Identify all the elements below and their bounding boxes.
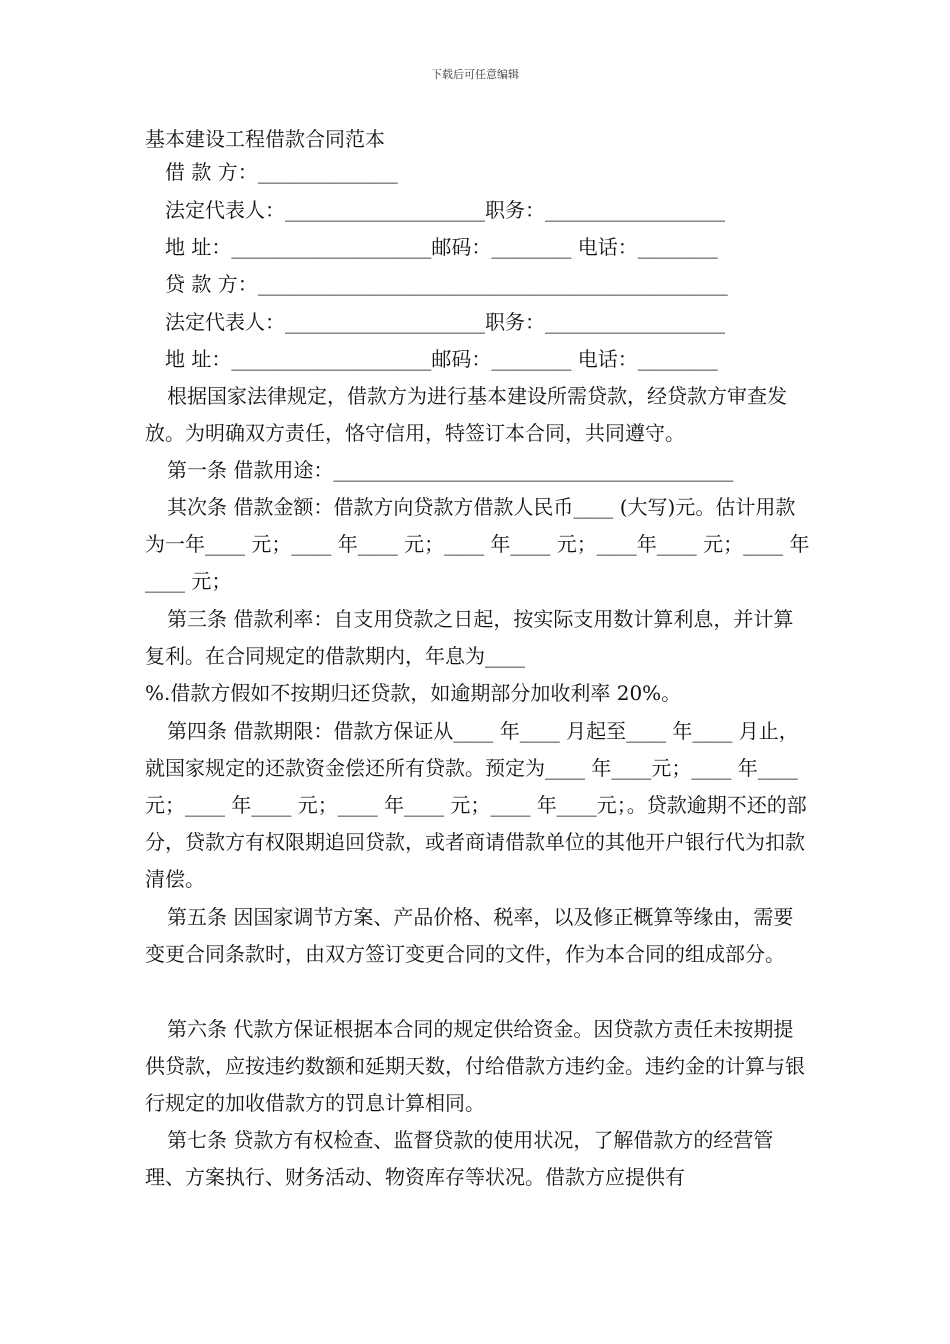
article-1-paragraph: 第一条 借款用途：________________________________________ (167, 458, 734, 482)
preamble-paragraph: 根据国家法律规定，借款方为进行基本建设所需贷款，经贷款方审查发放。为明确双方责任，恪守信用，特签订本合同，共同遵守。 (145, 384, 787, 445)
article-3-continuation: %.借款方假如不按期归还贷款，如逾期部分加收利率 20%。 (145, 681, 682, 705)
lender-representative-field: 法定代表人：____________________职务：__________________ (165, 310, 725, 334)
page-header-note: 下载后可任意编辑 (431, 68, 519, 81)
article-5-paragraph: 第五条 因国家调节方案、产品价格、税率，以及修正概算等缘由，需要变更合同条款时，由双方签订变更合同的文件，作为本合同的组成部分。 (145, 905, 794, 966)
article-3-paragraph: 第三条 借款利率：自支用贷款之日起，按实际支用数计算利息，并计算复利。在合同规定的借款期内，年息为____ (145, 607, 794, 668)
article-2-paragraph: 其次条 借款金额：借款方向贷款方借款人民币____ (大写)元。估计用款为一年____ 元；____ 年____ 元；____ 年____ 元；____年____ 元；____ 年____ 元； (145, 495, 810, 593)
article-4-paragraph: 第四条 借款期限：借款方保证从____ 年____ 月起至____ 年____ 月止，就国家规定的还款资金偿还所有贷款。预定为____ 年____元；____ 年____ 元；____ 年____ 元；____ 年____ 元；____ 年____元；。贷款逾期不还的部分，贷款方有权限期追回贷款，或者商请借款单位的其他开户银行代为扣款清偿。 (145, 719, 807, 891)
lender-field: 贷 款 方：_______________________________________________ (165, 272, 728, 296)
borrower-address-field: 地 址：____________________邮码：________ 电话：________ (165, 235, 718, 259)
article-6-paragraph: 第六条 代款方保证根据本合同的规定供给资金。因贷款方责任未按期提供贷款，应按违约数额和延期天数，付给借款方违约金。违约金的计算与银行规定的加收借款方的罚息计算相同。 (145, 1017, 805, 1115)
document-title: 基本建设工程借款合同范本 (145, 127, 385, 151)
borrower-field: 借 款 方：______________ (165, 160, 398, 184)
lender-address-field: 地 址：____________________邮码：________ 电话：________ (165, 347, 718, 371)
borrower-representative-field: 法定代表人：____________________职务：__________________ (165, 198, 725, 222)
article-7-paragraph: 第七条 贷款方有权检查、监督贷款的使用状况，了解借款方的经营管理、方案执行、财务活动、物资库存等状况。借款方应提供有 (145, 1128, 774, 1189)
